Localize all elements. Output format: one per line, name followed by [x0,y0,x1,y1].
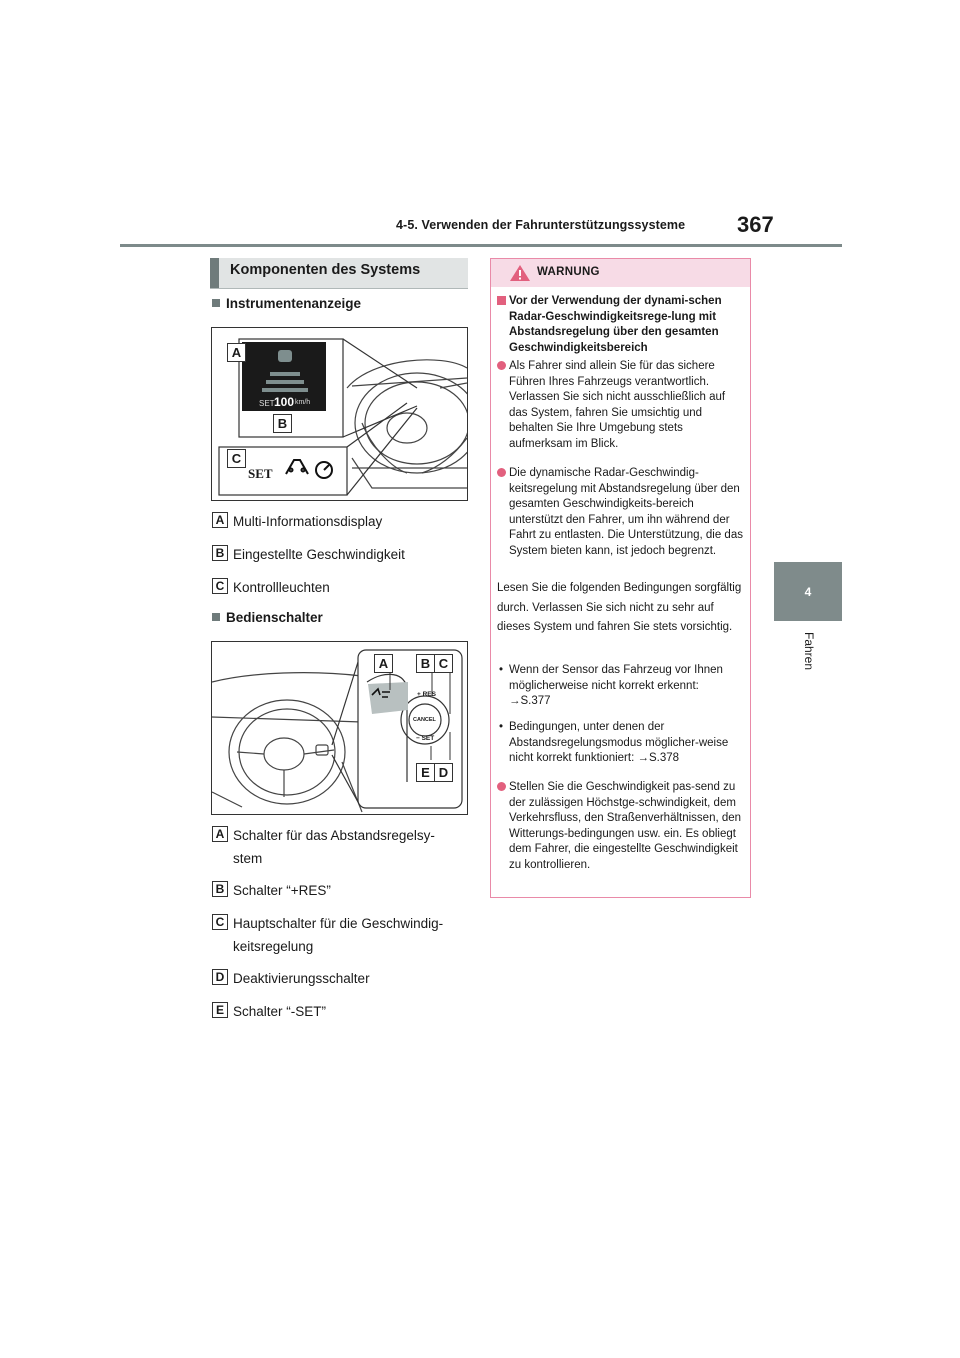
warning-heading [497,294,743,358]
section-rule [210,288,468,289]
dot-bullet-icon [497,468,506,477]
chapter-tab [774,562,842,621]
legend-key: E [212,1002,228,1018]
callout-a: A [374,654,393,673]
display-set-label: SET [259,399,275,408]
legend-text: Hauptschalter für die Geschwindig- [233,916,444,931]
instrument-heading [212,296,361,311]
square-bullet-icon [497,296,506,305]
chapter-label [800,632,820,712]
warning-bullet-text: Die dynamische Radar-Geschwindig-keitsregelung mit Abstandsregelung über den gesamten Geschwindigkeits-bereich unterstützt den Fahrer, um ihn während der Fahrt zu entlasten. Die Unterstützung, die das System bieten kann, ist jedoch begrenzt. [509,467,743,557]
sub-bullet-icon: • [499,664,504,676]
chapter-number: 4 [804,584,812,599]
warning-sub-bullet-text: Wenn der Sensor das Fahrzeug vor Ihnen möglicherweise nicht korrekt erkennt: →S.377 [509,664,723,707]
warning-sub-bullet-text: Bedingungen, unter denen der Abstandsregelungsmodus möglicher-weise nicht korrekt funktioniert: →S.378 [509,721,729,764]
legend-text: Schalter “+RES” [233,883,331,898]
warning-bullet [497,780,743,892]
warning-bullet-text: Als Fahrer sind allein Sie für das sichere Führen Ihres Fahrzeugs verantwortlich. Verlassen Sie sich nicht ausschließlich auf das System, fahren Sie umsichtig und behalten Sie Ihre Umgebung stets aufmerksam im Blick. [509,360,726,450]
callout-b: B [273,414,292,433]
set-label: − SET [416,735,435,742]
page-number: 367 [737,212,774,237]
callout-c: C [434,654,453,673]
legend-key: A [212,512,228,528]
legend-key: B [212,545,228,561]
callout-d: D [434,763,453,782]
display-speed: 100 [274,395,295,409]
chapter-label-text: Fahren [802,632,816,671]
legend-text: stem [233,851,263,866]
header-rule [120,244,842,247]
warning-box [490,258,751,898]
display-unit: km/h [295,399,311,406]
instrument-heading-text: Instrumentenanzeige [226,296,362,311]
switches-heading [212,610,323,625]
callout-c: C [227,449,246,468]
warning-bullet [497,466,743,562]
legend-key: B [212,881,228,897]
section-title: Komponenten des Systems [230,262,421,278]
legend-text: Schalter “-SET” [233,1004,327,1019]
instrument-figure [211,327,468,501]
warning-title: WARNUNG [537,266,600,278]
cancel-label: CANCEL [413,717,436,723]
warning-triangle-icon [509,264,531,282]
legend-text: Kontrollleuchten [233,580,330,595]
heading-square-icon [212,299,220,307]
switches-figure [211,641,468,815]
section-title-bar [210,258,468,288]
legend-text: Multi-Informationsdisplay [233,514,383,529]
legend-text: keitsregelung [233,939,314,954]
legend-text: Schalter für das Abstandsregelsy- [233,828,435,843]
callout-e: E [416,763,435,782]
legend-key: D [212,969,228,985]
legend-key: A [212,826,228,842]
callout-a: A [227,343,246,362]
warning-paragraph: Lesen Sie die folgenden Bedingungen sorgfältig durch. Verlassen Sie sich nicht zu sehr auf dieses System und fahren Sie stets vorsichtig. [497,582,742,633]
legend-text: Eingestellte Geschwindigkeit [233,547,405,562]
warning-sub-bullet [497,720,743,768]
dot-bullet-icon [497,782,506,791]
dot-bullet-icon [497,361,506,370]
warning-bullet-text: Stellen Sie die Geschwindigkeit pas-send zu der zulässigen Höchstge-schwindigkeit, dem Verkehrsfluss, den Straßenverhältnissen, den Witterungs-bedingungen usw. ein. Es obliegt dem Fahrer, die eingestellte Geschwindigkeit zu kontrollieren. [509,781,742,871]
legend-text: Deaktivierungsschalter [233,971,370,986]
legend-key: C [212,914,228,930]
res-label: + RES [417,691,436,698]
callout-b: B [416,654,435,673]
indicator-set-label: SET [248,466,273,481]
legend-key: C [212,578,228,594]
heading-square-icon [212,613,220,621]
switches-heading-text: Bedienschalter [226,610,323,625]
warning-sub-bullet [497,663,743,711]
sub-bullet-icon: • [499,721,504,733]
warning-header [491,259,750,287]
warning-bullet [497,359,743,455]
section-header: 4-5. Verwenden der Fahrunterstützungssysteme [396,218,686,232]
warning-heading-text: Vor der Verwendung der dynami-schen Radar-Geschwindigkeitsrege-lung mit Abstandsregelung über den gesamten Geschwindigkeitsbereich [509,295,722,354]
